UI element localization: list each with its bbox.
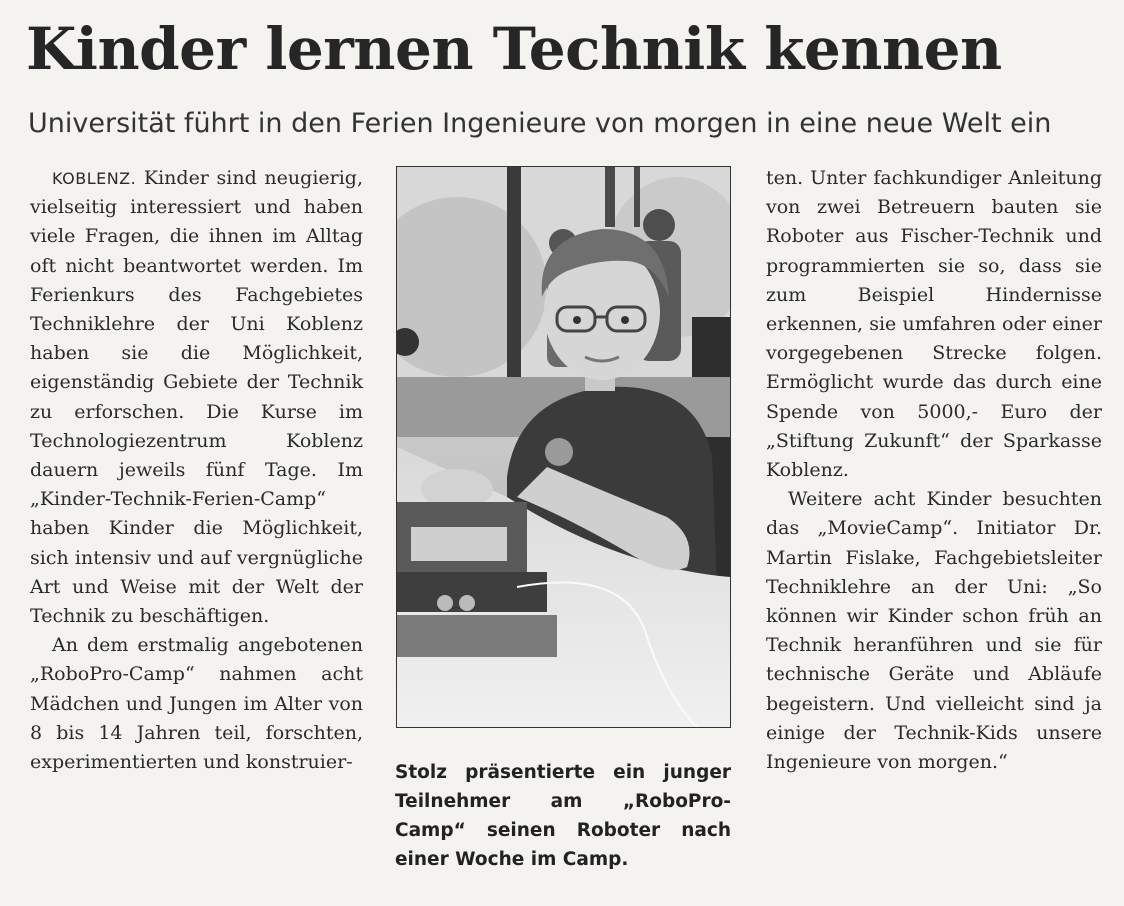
paragraph: Weitere acht Kinder besuchten das „MovieCamp“. Initiator Dr. Martin Fislake, Fachgebietsleiter Techniklehre an der Uni: „So können wir Kinder schon früh an Technik heranführen und sie für technische Geräte und Abläufe begeistern. Und vielleicht sind ja einige der Technik-Kids unsere Ingenieure von morgen.“: [766, 488, 1102, 774]
subheadline: Universität führt in den Ferien Ingenieure von morgen in eine neue Welt ein: [28, 108, 1052, 139]
article-photo: [396, 166, 731, 728]
paragraph-text: Kinder sind neugierig, vielseitig interessiert und haben viele Fragen, die ihnen im Alltag oft nicht beantwortet werden. Im Ferienkurs des Fachgebietes Techniklehre der Uni Koblenz haben sie die Möglichkeit, eigenständig Gebiete der Technik zu erforschen. Die Kurse im Technologiezentrum Koblenz dauern jeweils fünf Tage. Im „Kinder-Technik-Ferien-Camp“ haben Kinder die Möglichkeit, sich intensiv und auf vergnügliche Art und Weise mit der Welt der Technik zu beschäftigen.: [30, 167, 363, 628]
photo-caption: Stolz präsentierte ein junger Teilnehmer am „RoboPro-Camp“ seinen Roboter nach einer Woche im Camp.: [395, 762, 731, 870]
dateline: KOBLENZ.: [52, 169, 137, 188]
paragraph: An dem erstmalig angebotenen „RoboPro-Camp“ nahmen acht Mädchen und Jungen im Alter von 8 bis 14 Jahren teil, forschten, experimentierten und konstruier-: [30, 634, 363, 774]
paragraph: [30, 164, 363, 631]
robot-base: [397, 615, 557, 657]
photo-illustration: [397, 167, 730, 727]
article-column-left: [30, 164, 363, 777]
article-column-right: [766, 164, 1102, 777]
paragraph: ten. Unter fachkundiger Anleitung von zwei Betreuern bauten sie Roboter aus Fischer-Technik und programmierten sie so, dass sie zum Beispiel Hindernisse erkennen, sie umfahren oder einer vorgegebenen Strecke folgen. Ermöglicht wurde das durch eine Spende von 5000,- Euro der „Stiftung Zukunft“ der Sparkasse Koblenz.: [766, 167, 1102, 482]
window-frame: [507, 167, 521, 377]
headline: Kinder lernen Technik kennen: [26, 15, 1002, 83]
